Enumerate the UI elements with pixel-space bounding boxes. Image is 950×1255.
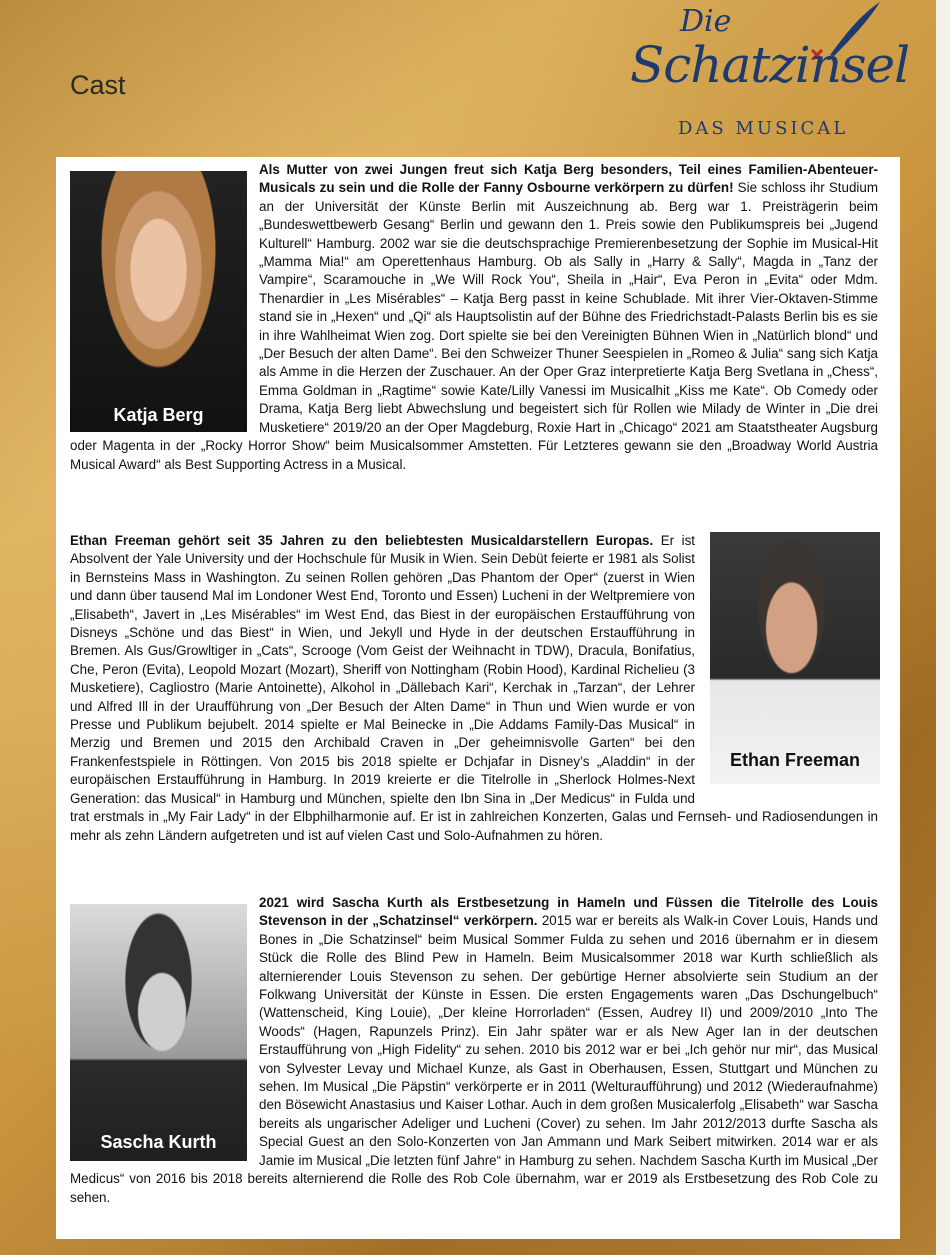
page-title: Cast xyxy=(70,70,126,100)
bio-body: Sie schloss ihr Studium an der Universität der Künste Berlin mit Auszeichnung ab. Berg war 1. Preisträgerin beim „Bundeswettbewerb Gesang“ Berlin und gewann den 1. Preis sowie den Publikumspreis bei „Jugend Kulturell“ Hamburg. 2002 war sie die deutschsprachige Premierenbesetzung der Sophie im Musical-Hit „Mamma Mia!“ am Operettenhaus Hamburg. Ob als Sally in „Harry & Sally“, Magda in „Tanz der Vampire“, Scaramouche in „We Will Rock You“, Sheila in „Hair“, Eva Peron in „Evita“ oder Mdm. Thenardier in „Les Misérables“ – Katja Berg passt in keine Schublade. Mit ihrer Vier-Oktaven-Stimme stand sie in „Hexen“ und „Qi“ als Hauptsolistin auf der Bühne des Friedrichstadt-Palasts Berlin bis es sie in ihre Wahlheimat Wien zog. Dort spielte sie bei den Vereinigten Bühnen Wien in „Natürlich blond“ und „Der Besuch der alten Dame“. Bei den Schweizer Thuner Seespielen in „Romeo & Julia“ sang sich Katja als Amme in die Herzen der Zuschauer. An der Oper Graz interpretierte Katja Berg Svetlana in „Chess“, Emma Goldman in „Ragtime“ sowie Kate/Lilly Vanessi im Musicalhit „Kiss me Kate“. Ob Comedy oder Drama, Katja Berg liebt Abwechslung und begeistert sich für Rollen wie Milady de Winter in „Die drei Musketiere“ 2019/20 an der Oper Magdeburg, Roxie Hart in „Chicago“ 2021 am Staatstheater Augsburg oder Magenta in der „Rocky Horror Show“ beim Musicalsommer Amstetten. Für Letzteres gewann sie den „Broadway World Austria Musical Award“ als Best Supporting Actress in a Musical. xyxy=(70,180,878,472)
bio-body: Er ist Absolvent der Yale University und der Hochschule für Musik in Wien. Sein Debüt feierte er 1981 als Solist in Bernsteins Mass in Washington. Zu seinen Rollen gehören „Das Phantom der Oper“ (zuerst in Wien und dann über tausend Mal im Londoner West End, Toronto und Essen) Lucheni in der Weltpremiere von „Elisabeth“, Javert in „Les Misérables“ im West End, das Biest in der europäischen Erstaufführung von Disneys „Schöne und das Biest“ in Wien, und Jekyll und Hyde in der deutschen Erstaufführung in Bremen. Als Gus/Growltiger in „Cats“, Scrooge (Vom Geist der Weihnacht in TDW), Dracula, Bonifatius, Che, Peron (Evita), Leopold Mozart (Mozart), Sheriff von Nottingham (Robin Hood), Kardinal Richelieu (3 Musketiere), Cagliostro (Marie Antoinette), Alkohol in „Dällebach Kari“, Kerchak in „Tarzan“, der Lehrer und Alfred Ill in der Uraufführung von „Der Besuch der Alten Dame“ in Thun und Wien wurde er von Presse und Publikum bejubelt. 2014 spielte er Mal Beinecke in „Die Addams Family-Das Musical“ in Merzig und Bremen und 2015 den Archibald Craven in „Der geheimnisvolle Garten“ bei den Frankenfestspiele in Röttingen. Von 2015 bis 2018 spielte er Dchjafar in Disney’s „Aladdin“ in der europäischen Erstaufführung in Hamburg. In 2019 kreierte er die Titelrolle in „Sherlock Holmes-Next Generation: das Musical“ in Hamburg und München, spielte den Ibn Sina in „Der Medicus“ in Fulda und trat erstmals in „My Fair Lady“ in der Elbphilharmonie auf. Er ist in zahlreichen Konzerten, Galas und Fernseh- und Radiosendungen in mehr als zehn Ländern aufgetreten und ist auf vielen Cast und Solo-Aufnahmen zu hören. xyxy=(70,533,878,843)
bio-body: 2015 war er bereits als Walk-in Cover Louis, Hands und Bones in „Die Schatzinsel“ beim Musical Sommer Fulda zu sehen und 2016 übernahm er in diesem Stück die Rolle des Blind Pew in Hameln. Beim Musicalsommer 2018 war Kurth schließlich als alternierender Louis Stevenson zu sehen. Der gebürtige Herner absolvierte sein Studium an der Folkwang Universität der Künste in Essen. Die ersten Engagements waren „Das Dschungelbuch“ (Wattenscheid, King Louie), „Der kleine Horrorladen“ (Essen, Audrey II) und 2009/2010 „Into The Woods“ (Hagen, Rapunzels Prinz). Ein Jahr später war er als New Ager Ian in der deutschen Erstaufführung von „High Fidelity“ zu sehen. 2010 bis 2012 war er bei „Ich gehör nur mir“, das Musical von Sylvester Levay und Michael Kunze, als Gast in Oberhausen, Essen, Stuttgart und München zu sehen. Im Musical „Die Päpstin“ verkörperte er in 2011 (Welturaufführung) und 2012 (Wiederaufnahme) den Bösewicht Anastasius und Kaiser Lothar. Auch in dem großen Musicalerfolg „Elisabeth“ war Sascha bereits als ungarischer Adeliger und Lucheni (Cover) zu sehen. Im Jahr 2012/2013 durfte Sascha als Special Guest an den Solo-Konzerten von Jan Ammann und Mark Seibert mitwirken. 2014 war er als Jamie im Musical „Die letzten fünf Jahre“ in Hamburg zu sehen. Nachdem Sascha Kurth im Musical „Der Medicus“ von 2016 bis 2018 bereits alternierend die Rolle des Rob Cole übernahm, war er 2019 als Erstbesetzung des Rob Cole zu sehen. xyxy=(70,913,878,1205)
bio-sascha-kurth xyxy=(70,894,878,1207)
page-edge xyxy=(936,0,950,1255)
bio-lead: Als Mutter von zwei Jungen freut sich Katja Berg besonders, Teil eines Familien-Abenteuer-Musicals zu sein und die Rolle der Fanny Osbourne verkörpern zu dürfen! xyxy=(259,162,878,196)
logo-schatzinsel: Schatzinsel xyxy=(630,36,910,94)
photo-caption: Sascha Kurth xyxy=(100,1132,217,1152)
logo-die: Die xyxy=(680,4,732,39)
photo-caption: Ethan Freeman xyxy=(729,750,861,770)
bio-lead: Ethan Freeman gehört seit 35 Jahren zu den beliebtesten Musicaldarstellern Europas. xyxy=(70,533,654,548)
content-panel xyxy=(56,157,900,1239)
logo xyxy=(630,0,930,145)
bio-lead: 2021 wird Sascha Kurth als Erstbesetzung in Hameln und Füssen die Titelrolle des Louis Stevenson in der „Schatzinsel“ verkörpern. xyxy=(259,895,878,929)
photo-caption: Katja Berg xyxy=(113,405,204,425)
logo-subtitle: DAS MUSICAL xyxy=(678,118,849,139)
bio-ethan-freeman xyxy=(70,532,878,845)
bio-katja-berg xyxy=(70,161,878,474)
